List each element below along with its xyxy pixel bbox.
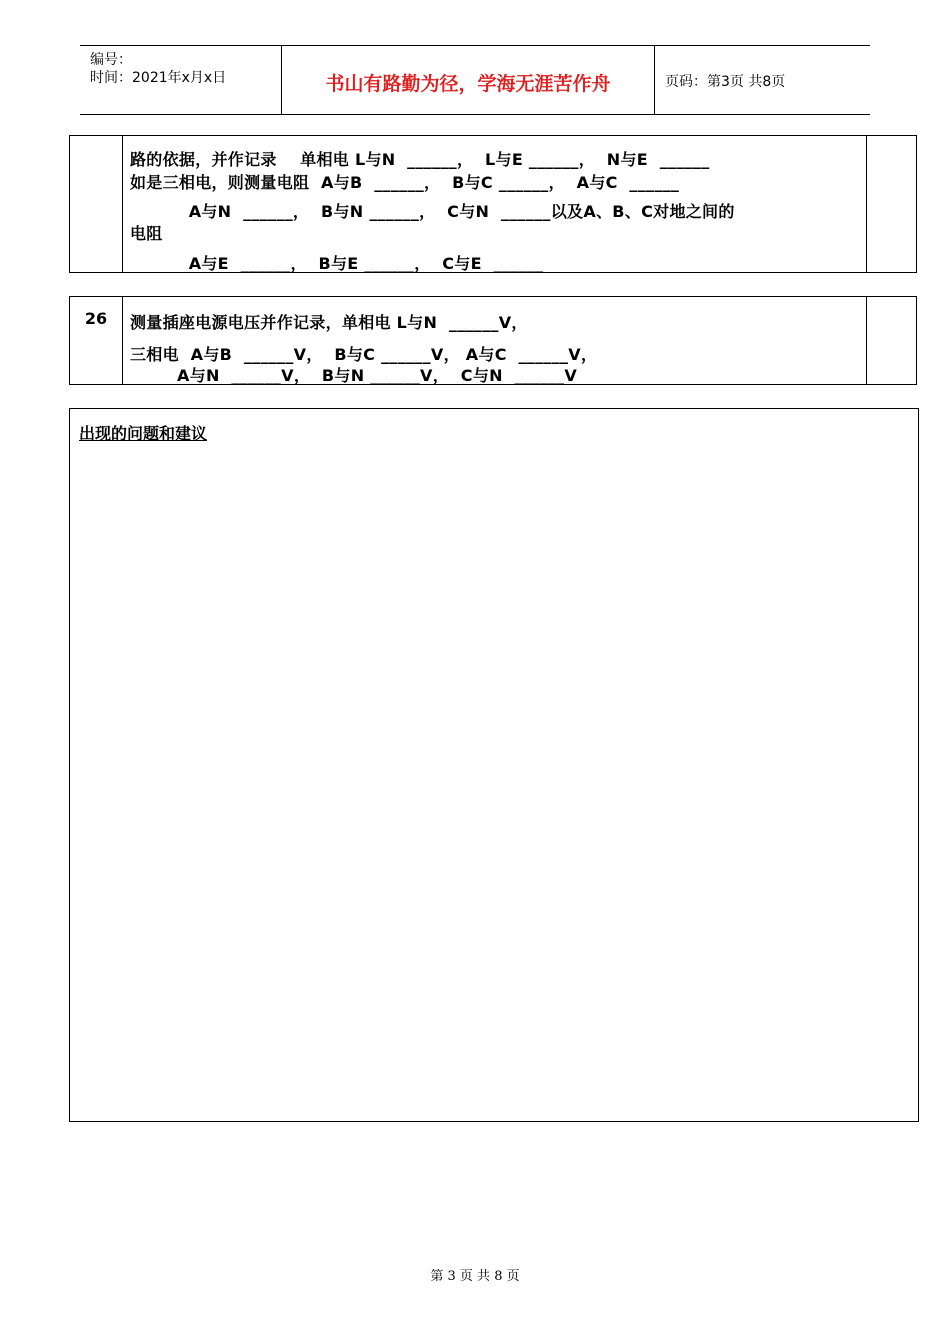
document-header	[80, 45, 870, 115]
row-number: 26	[84, 309, 108, 328]
row-text-line: 三相电 A与B ______V， B与C ______V， A与C ______V，	[130, 345, 598, 364]
header-divider-right	[654, 46, 655, 114]
issues-title: 出现的问题和建议	[79, 424, 208, 443]
header-motto: 书山有路勤为径，学海无涯苦作舟	[325, 73, 611, 95]
row-text-line: A与E ______， B与E ______， C与E ______	[130, 254, 544, 273]
row-text-line: A与N ______， B与N ______， C与N ______以及A、B、C对地之间的	[130, 202, 735, 221]
row-number-cell	[70, 136, 123, 272]
row-text-line: 测量插座电源电压并作记录，单相电 L与N ______V，	[130, 313, 528, 332]
row-check-cell	[866, 136, 916, 272]
row-check-cell	[866, 297, 916, 384]
checklist-row-continued	[69, 135, 917, 273]
checklist-row-26	[69, 296, 917, 385]
row-text-line: A与N ______V， B与N ______V， C与N ______V	[130, 366, 578, 385]
header-page-info: 页码：第3页 共8页	[665, 74, 786, 90]
document-date-label: 时间：2021年x月x日	[90, 70, 227, 86]
row-text-line: 路的依据，并作记录 单相电 L与N ______， L与E ______， N与E ______	[130, 150, 710, 169]
row-text-line: 如是三相电，则测量电阻 A与B ______， B与C ______， A与C ______	[130, 173, 680, 192]
issues-suggestions-box	[69, 408, 919, 1122]
document-number-label: 编号：	[90, 52, 132, 68]
row-text-line: 电阻	[130, 224, 163, 243]
page-footer: 第 3 页 共 8 页	[430, 1269, 520, 1284]
